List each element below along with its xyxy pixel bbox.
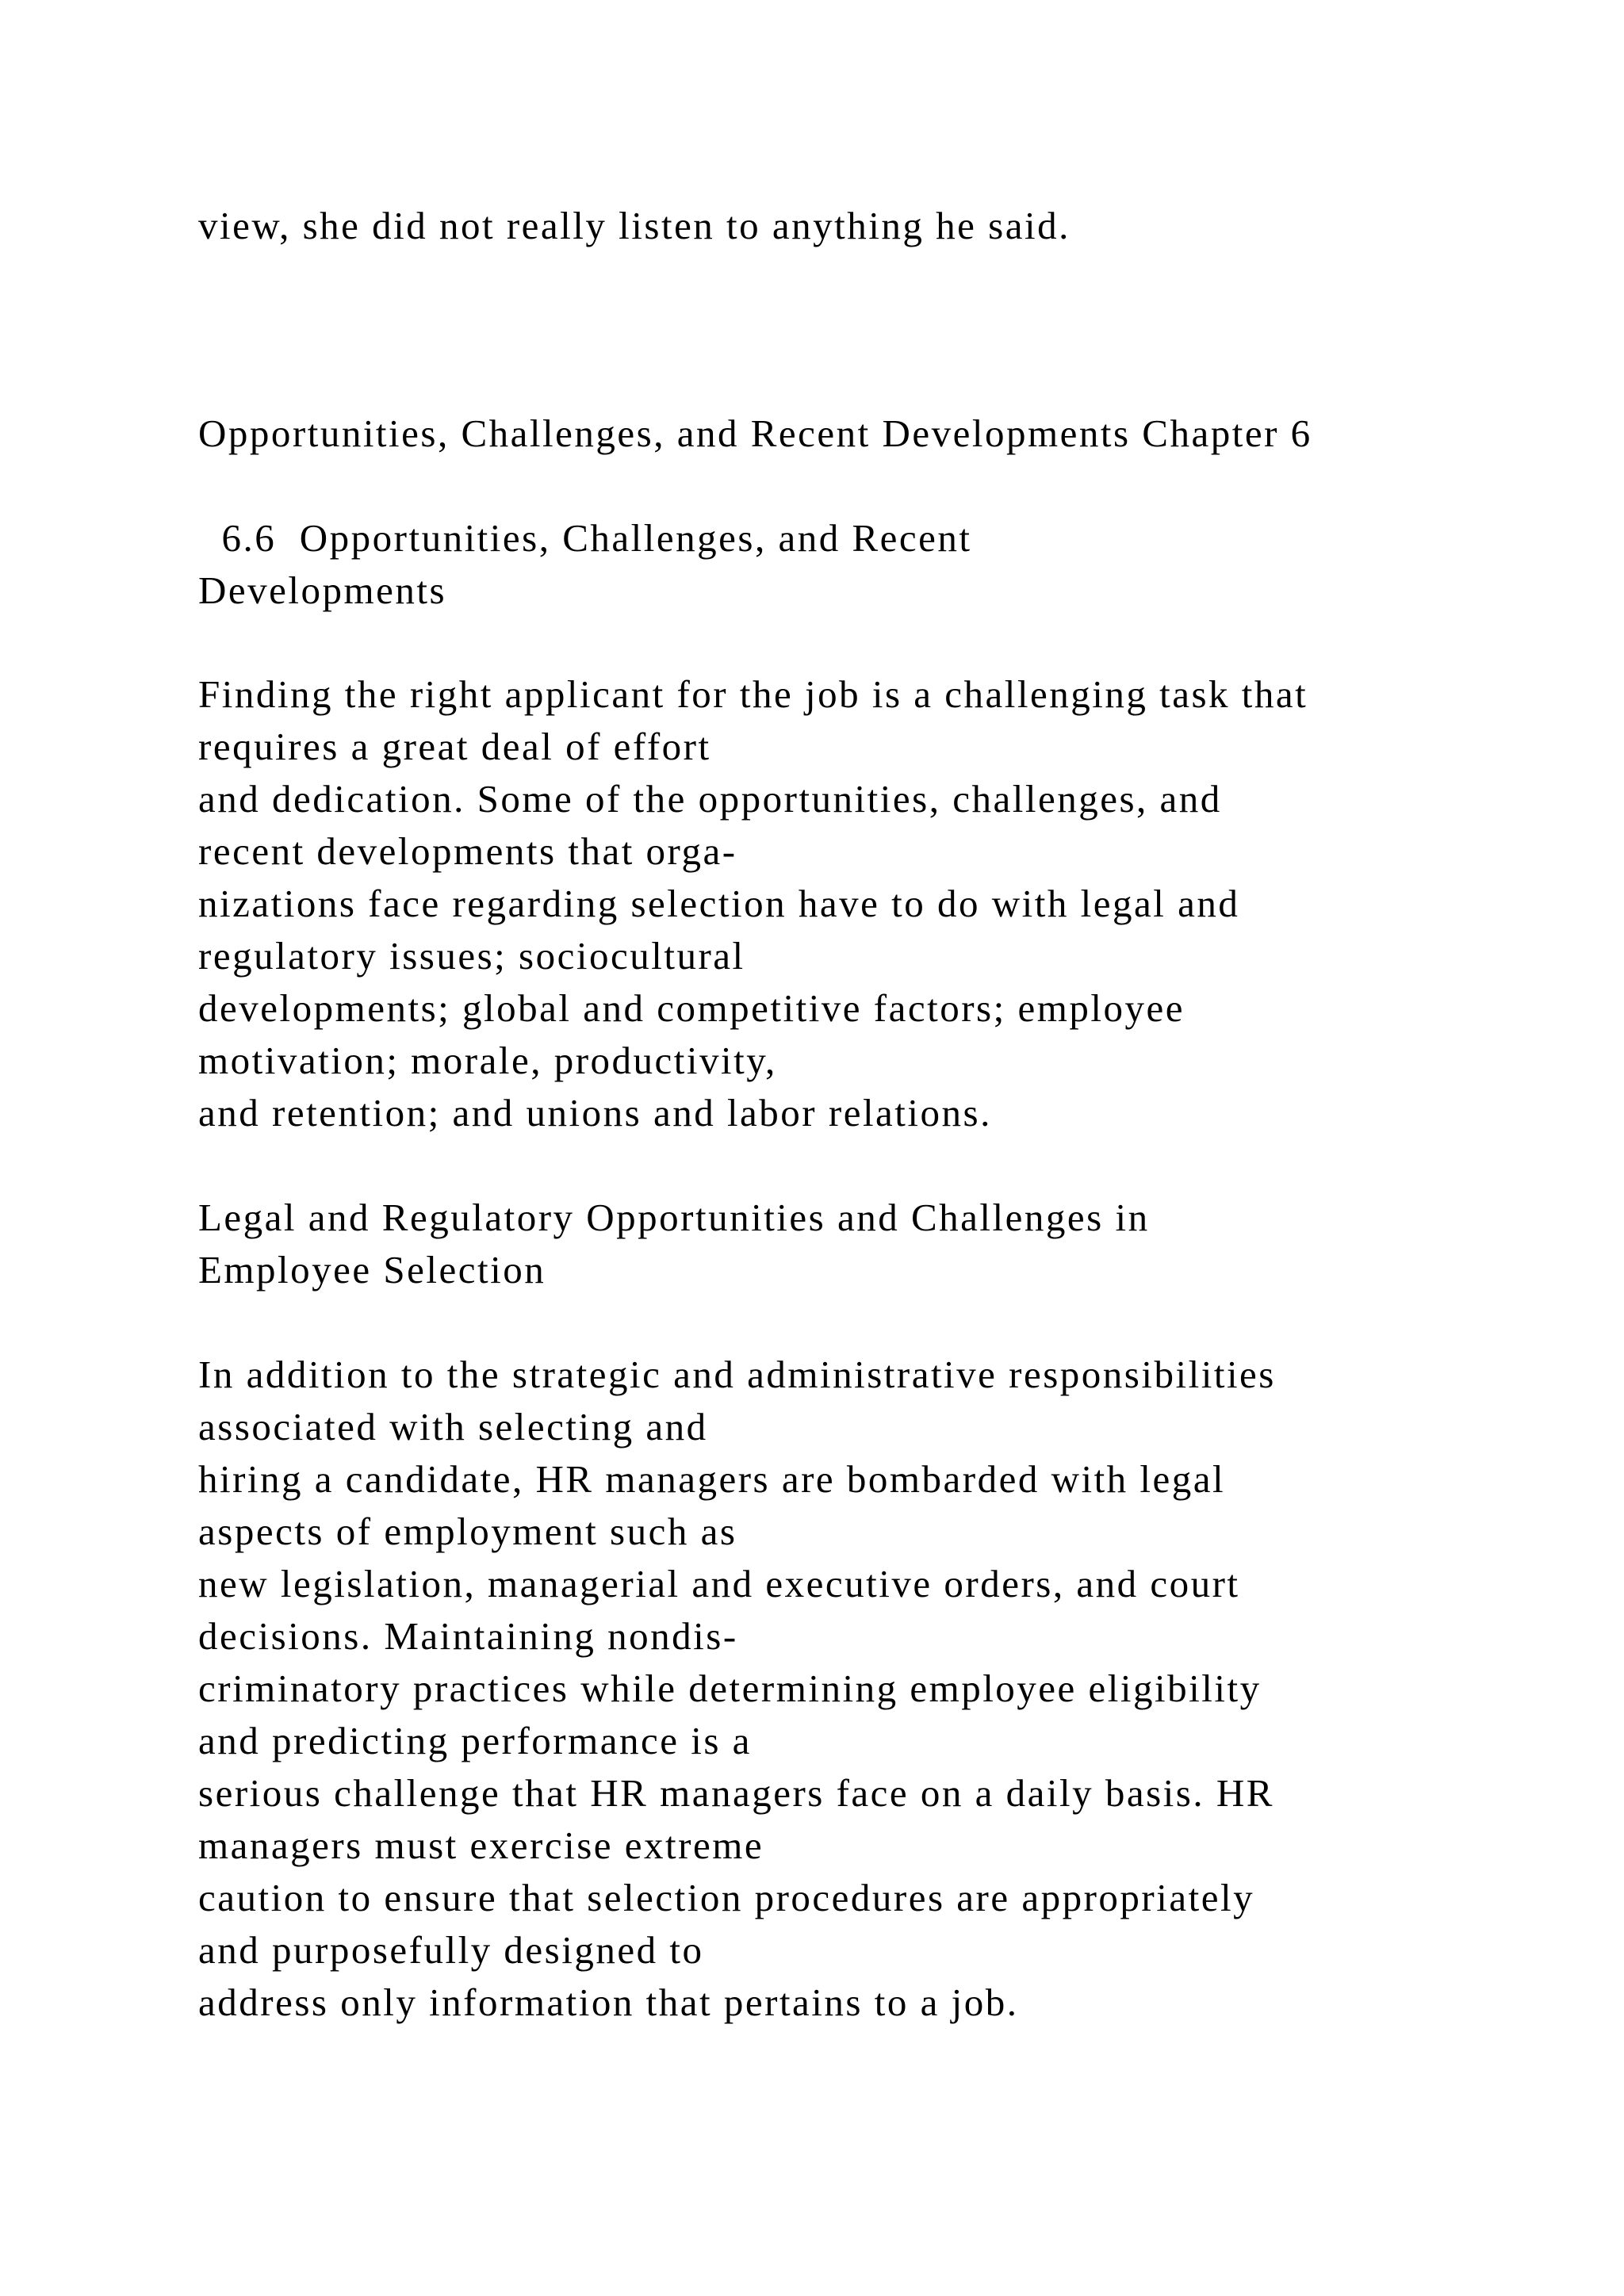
paragraph-line: and predicting performance is a (198, 1719, 752, 1762)
chapter-header: Opportunities, Challenges, and Recent Developments Chapter 6 (198, 411, 1312, 455)
paragraph-line: and dedication. Some of the opportunities, challenges, and (198, 777, 1222, 821)
paragraph-line: address only information that pertains to a job. (198, 1980, 1019, 2024)
paragraph-line: decisions. Maintaining nondis- (198, 1614, 738, 1658)
paragraph-line: aspects of employment such as (198, 1510, 737, 1553)
subheading-line: Employee Selection (198, 1248, 546, 1292)
paragraph-line: motivation; morale, productivity, (198, 1039, 777, 1082)
section-heading-line: 6.6 Opportunities, Challenges, and Recent (198, 516, 972, 560)
section-heading-line: Developments (198, 568, 447, 612)
paragraph-line: and retention; and unions and labor relations. (198, 1091, 992, 1135)
paragraph-line: requires a great deal of effort (198, 725, 711, 768)
paragraph-line: regulatory issues; sociocultural (198, 934, 745, 978)
paragraph-line: nizations face regarding selection have to do with legal and (198, 882, 1240, 925)
paragraph-line: recent developments that orga- (198, 829, 737, 873)
paragraph-line: caution to ensure that selection procedures are appropriately (198, 1876, 1255, 1919)
paragraph-line: and purposefully designed to (198, 1928, 704, 1972)
paragraph-line: associated with selecting and (198, 1405, 708, 1448)
paragraph-line: managers must exercise extreme (198, 1823, 764, 1867)
subheading-line: Legal and Regulatory Opportunities and Challenges in (198, 1196, 1150, 1239)
paragraph-line: new legislation, managerial and executive orders, and court (198, 1562, 1240, 1605)
paragraph-line: developments; global and competitive factors; employee (198, 986, 1185, 1030)
paragraph-line: hiring a candidate, HR managers are bombarded with legal (198, 1457, 1226, 1501)
paragraph-line: criminatory practices while determining employee eligibility (198, 1667, 1262, 1710)
paragraph-line: Finding the right applicant for the job is a challenging task that (198, 672, 1308, 716)
paragraph-line: serious challenge that HR managers face on a daily basis. HR (198, 1771, 1274, 1815)
paragraph-line: In addition to the strategic and administrative responsibilities (198, 1353, 1276, 1396)
text-line: view, she did not really listen to anything he said. (198, 204, 1071, 247)
